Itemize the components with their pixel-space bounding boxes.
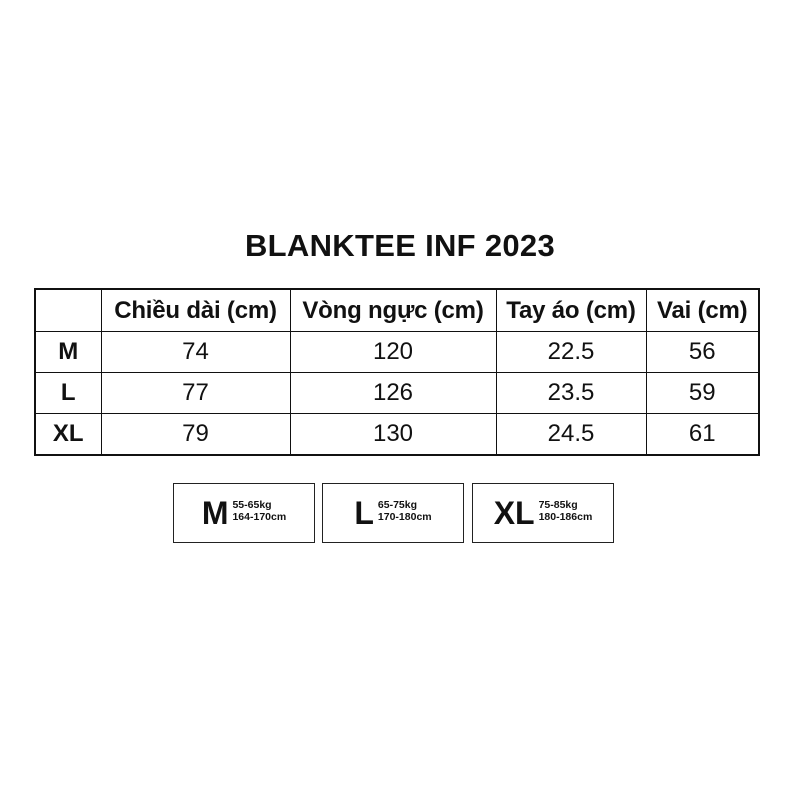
cell-chest: 130 [290, 414, 496, 456]
header-sleeve: Tay áo (cm) [496, 289, 646, 332]
size-guide-cards [0, 483, 800, 547]
cell-shoulder: 61 [646, 414, 759, 456]
size-card-height: 180-186cm [538, 511, 593, 523]
size-card-letter: L [354, 495, 374, 531]
table-row [35, 414, 759, 456]
cell-chest: 126 [290, 373, 496, 414]
header-empty-cell [35, 289, 101, 332]
table-row [35, 373, 759, 414]
size-card-m [173, 483, 315, 543]
cell-chest: 120 [290, 332, 496, 373]
size-card-weight: 75-85kg [538, 499, 578, 511]
row-size-label: L [35, 373, 101, 414]
size-card-weight: 65-75kg [377, 499, 418, 511]
cell-shoulder: 59 [646, 373, 759, 414]
cell-sleeve: 23.5 [496, 373, 646, 414]
row-size-label: M [35, 332, 101, 373]
size-card-info [232, 499, 286, 523]
size-card-height: 170-180cm [377, 511, 432, 523]
cell-length: 74 [101, 332, 290, 373]
size-card-height: 164-170cm [232, 511, 287, 523]
cell-sleeve: 24.5 [496, 414, 646, 456]
size-chart-table [34, 288, 760, 456]
table-header-row [35, 289, 759, 332]
cell-sleeve: 22.5 [496, 332, 646, 373]
header-chest: Vòng ngực (cm) [290, 289, 496, 332]
size-card-info [378, 499, 432, 523]
header-shoulder: Vai (cm) [646, 289, 759, 332]
row-size-label: XL [35, 414, 101, 456]
cell-shoulder: 56 [646, 332, 759, 373]
size-card-l [322, 483, 464, 543]
header-length: Chiều dài (cm) [101, 289, 290, 332]
size-card-weight: 55-65kg [232, 499, 272, 511]
table-row [35, 332, 759, 373]
size-card-letter: XL [493, 495, 535, 531]
size-card-letter: M [201, 495, 229, 531]
cell-length: 77 [101, 373, 290, 414]
cell-length: 79 [101, 414, 290, 456]
size-card-xl [472, 483, 614, 543]
size-card-info [539, 499, 593, 523]
page-title: BLANKTEE INF 2023 [245, 228, 555, 263]
